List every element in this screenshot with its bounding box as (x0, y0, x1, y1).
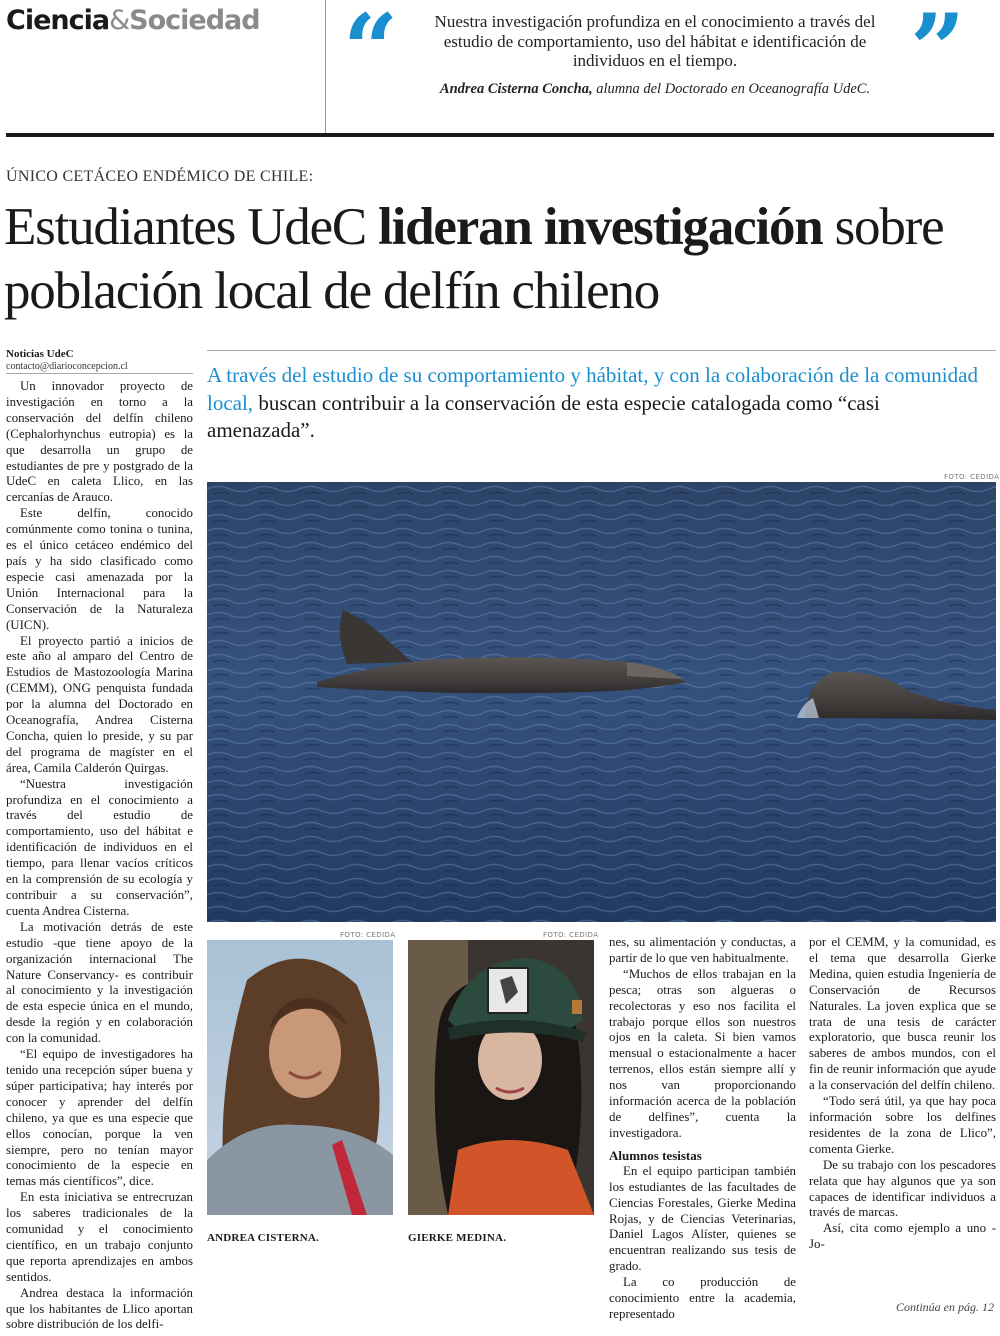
caption-portrait-2: GIERKE MEDINA. (408, 1232, 507, 1244)
byline-rule (6, 373, 193, 374)
body-paragraph: Así, cita como ejemplo a uno -Jo- (809, 1221, 996, 1252)
body-paragraph: Andrea destaca la información que los habitantes de Llico aportan sobre distribución de los delfi- (6, 1285, 193, 1332)
article-column-left (6, 379, 193, 1332)
continues-on-page: Continúa en pág. 12 (896, 1300, 994, 1314)
lead-rest: buscan contribuir a la conservación de esta especie catalogada como “casi amenazada”. (207, 390, 880, 442)
headline-part-2: lideran investigación (378, 198, 823, 256)
body-paragraph: “Muchos de ellos trabajan en la pesca; otras son algueras o recolectoras y eso nos facilita el trabajo porque ellos son nuestros ojos en la caleta. Si bien vamos mensual o estacionalmente a hacer terrenos, ellos están siempre allí y nos van proporcionando información acerca de la población de delfines”, cuenta la investigadora. (609, 966, 796, 1140)
lead-rule (207, 350, 996, 351)
portrait-andrea-cisterna (207, 940, 393, 1215)
headline-part-1: Estudiantes UdeC (4, 198, 379, 256)
body-paragraph: En el equipo participan también los estudiantes de las facultades de Ciencias Forestales, Gierke Medina Rojas, y de Ciencias Veterinarias, Daniel Lagos Alíster, quienes se encuentran realizando sus tesis de grado. (609, 1163, 796, 1274)
section-ampersand: & (109, 5, 130, 36)
body-paragraph: “Todo será útil, ya que hay poca información sobre los delfines residentes de la zona de Llico”, comenta Gierke. (809, 1094, 996, 1156)
kicker: ÚNICO CETÁCEO ENDÉMICO DE CHILE: (6, 168, 314, 185)
byline-email[interactable]: contacto@diarioconcepcion.cl (6, 361, 128, 372)
close-quote-icon: ” (910, 0, 966, 106)
body-paragraph: por el CEMM, y la comunidad, es el tema que desarrolla Gierke Medina, quien estudia Ingeniería de Conservación de Recursos Naturales. La joven explica que se trata de una tesis de carácter exploratorio, que busca reunir los saberes de ambos mundos, con el fin de reunir información que ayude a la conservación del delfín chileno. (809, 935, 996, 1093)
byline-name: Noticias UdeC (6, 348, 74, 360)
body-paragraph: Un innovador proyecto de investigación en torno a la conservación del delfín chileno (Cephalorhynchus eutropia) es la que desarrolla un grupo de estudiantes de pre y postgrado de la UdeC en caleta Llico, en las cercanías de Arauco. (6, 379, 193, 505)
body-paragraph: La co producción de conocimiento entre la academia, representado (609, 1275, 796, 1321)
section-word-2: Sociedad (129, 5, 260, 36)
open-quote-icon: “ (343, 0, 399, 106)
portrait-gierke-medina (408, 940, 594, 1215)
article-column-middle (609, 935, 796, 1321)
photo-credit-main: FOTO: CEDIDA (944, 473, 1000, 481)
body-paragraph: En esta iniciativa se entrecruzan los saberes tradicionales de la comunidad y el conocimiento científico, en un trabajo conjunto que reporta aprendizajes en ambos sentidos. (6, 1190, 193, 1284)
photo-credit-portrait-1: FOTO: CEDIDA (340, 931, 396, 939)
header-rule (6, 133, 994, 137)
lead-highlight: A través del estudio de su comportamiento y hábitat, y con la colaboración de la comunidad local, (207, 363, 978, 415)
body-paragraph: El proyecto partió a inicios de este año al amparo del Centro de Estudios de Mastozoología Marina (CEMM), ONG penquista fundada por la alumna del Doctorado en Oceanografía, Andrea Cisterna Concha, quien lo preside, y su par del programa de magíster en el área, Camila Calderón Quirgas. (6, 633, 193, 775)
body-paragraph: “Nuestra investigación profundiza en el conocimiento a través del estudio de comportamiento, uso del hábitat e identificación de individuos en el tiempo, para llenar vacíos críticos en la comprensión de su ecología y contribuir a su conservación”, cuenta Andrea Cisterna. (6, 776, 193, 918)
pull-quote-role: alumna del Doctorado en Oceanografía UdeC. (592, 81, 871, 97)
headline (4, 195, 996, 323)
header-divider (325, 0, 326, 133)
dolphin-photo (207, 482, 996, 922)
headline-part-3: sobre población local de delfín chileno (4, 198, 944, 320)
body-paragraph: La motivación detrás de este estudio -que tiene apoyo de la organización internacional The Nature Conservancy- es contribuir al conocimiento y la investigación de esta especie única en el mundo, desde la región y en colaboración con la comunidad. (6, 919, 193, 1046)
body-paragraph: nes, su alimentación y conductas, a partir de lo que ven habitualmente. (609, 935, 796, 965)
article-lead (207, 362, 987, 445)
article-column-right (809, 935, 996, 1315)
portrait-1-graphic (207, 940, 393, 1215)
pull-quote-author: Andrea Cisterna Concha, (439, 81, 593, 97)
subhead-alumnos-tesistas: Alumnos tesistas (609, 1147, 702, 1163)
pull-quote-attribution (415, 80, 895, 98)
caption-portrait-1: ANDREA CISTERNA. (207, 1232, 319, 1244)
dolphin-photo-graphic (207, 482, 996, 922)
portrait-2-graphic (408, 940, 594, 1215)
body-paragraph: De su trabajo con los pescadores relata que hay algunos que ya son capaces de identificar individuos a través de marcas. (809, 1157, 996, 1220)
pull-quote-text: Nuestra investigación profundiza en el conocimiento a través del estudio de comportamiento, uso del hábitat e identificación de individuos en el tiempo. (434, 12, 876, 70)
section-word-1: Ciencia (6, 5, 110, 36)
photo-credit-portrait-2: FOTO: CEDIDA (543, 931, 599, 939)
body-paragraph: Este delfín, conocido comúnmente como tonina o tunina, es el único cetáceo endémico del país y ha sido clasificado como especie casi amenazada por la Unión Internacional para la Conservación de la Naturaleza (UICN). (6, 506, 193, 632)
section-logo (6, 4, 260, 38)
body-paragraph: “El equipo de investigadores ha tenido una recepción súper buena y súper participativa; hay interés por conocer y aprender del delfín chileno, ya que es una especie que ellos conocían, porque la ven siempre, pero no tenían mayor conocimiento de la especie en temas más científicos”, dice. (6, 1047, 193, 1189)
